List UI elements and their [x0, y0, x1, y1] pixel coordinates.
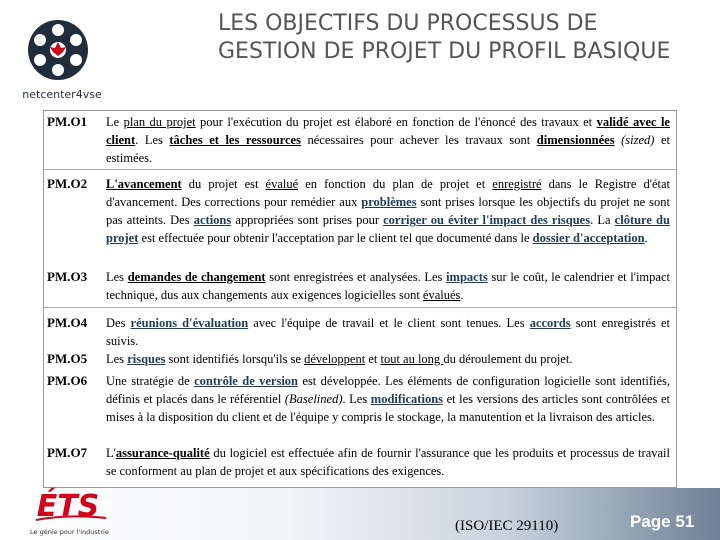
objective-code: PM.O7	[47, 445, 88, 460]
objective-text-o3: Les demandes de changement sont enregistrées et analysées. Les impacts sur le coût, le calendrier et l'impact technique, dus aux changements aux exigences logicielles sont évalués.	[106, 270, 670, 302]
iso-reference: (ISO/IEC 29110)	[455, 518, 559, 534]
objective-code: PM.O5	[47, 351, 88, 366]
objective-code: PM.O6	[47, 373, 88, 388]
objective-code: PM.O2	[47, 176, 88, 191]
ets-logo	[28, 484, 118, 540]
objective-code: PM.O3	[47, 269, 88, 284]
objective-text-o7: L'assurance-qualité du logiciel est effectuée afin de fournir l'assurance que les produits et processus de travail se conforment au plan de projet et aux spécifications des exigences.	[106, 446, 670, 478]
slide-title	[218, 10, 718, 66]
title-line-1: LES OBJECTIFS DU PROCESSUS DE	[218, 11, 598, 36]
ets-logo-text: ÉTS	[36, 489, 100, 524]
ets-tagline: Le génie pour l'industrie	[30, 528, 109, 536]
title-line-2: GESTION DE PROJET DU PROFIL BASIQUE	[218, 39, 671, 64]
objective-text-o5: Les risques sont identifiés lorsqu'ils se développent et tout au long du déroulement du projet.	[106, 352, 573, 366]
objective-text-o1: Le plan du projet pour l'exécution du projet est élaboré en fonction de l'énoncé des travaux et validé avec le client. Les tâches et les ressources nécessaires pour achever les travaux sont dimensionnées (sized) et estimées.	[106, 115, 670, 165]
logo-text: netcenter4vse	[22, 88, 102, 101]
objective-code: PM.O4	[47, 315, 88, 330]
objective-text-o2: L'avancement du projet est évalué en fonction du plan de projet et enregistré dans le Registre d'état d'avancement. Des corrections pour remédier aux problèmes sont prises lorsque les objectifs du projet ne sont pas atteints. Des actions appropriées sont prises pour corriger ou éviter l'impact des risques. La clôture du projet est effectuée pour obtenir l'acceptation par le client tel que documenté dans le dossier d'acceptation.	[106, 177, 670, 245]
netcenter4vse-logo	[14, 12, 114, 107]
objectives-table	[43, 110, 677, 488]
objective-text-o4: Des réunions d'évaluation avec l'équipe de travail et le client sont tenues. Les accords sont enregistrés et suivis.	[106, 316, 670, 348]
page-number: Page 51	[630, 512, 695, 531]
objective-text-o6: Une stratégie de contrôle de version est développée. Les éléments de configuration logicielle sont identifiés, définis et placés dans le référentiel (Baselined). Les modifications et les versions des articles sont contrôlées et mises à la disposition du client et de l'équipe y compris le stockage, la manutention et la livraison des articles.	[106, 374, 670, 424]
objective-code: PM.O1	[47, 114, 88, 129]
